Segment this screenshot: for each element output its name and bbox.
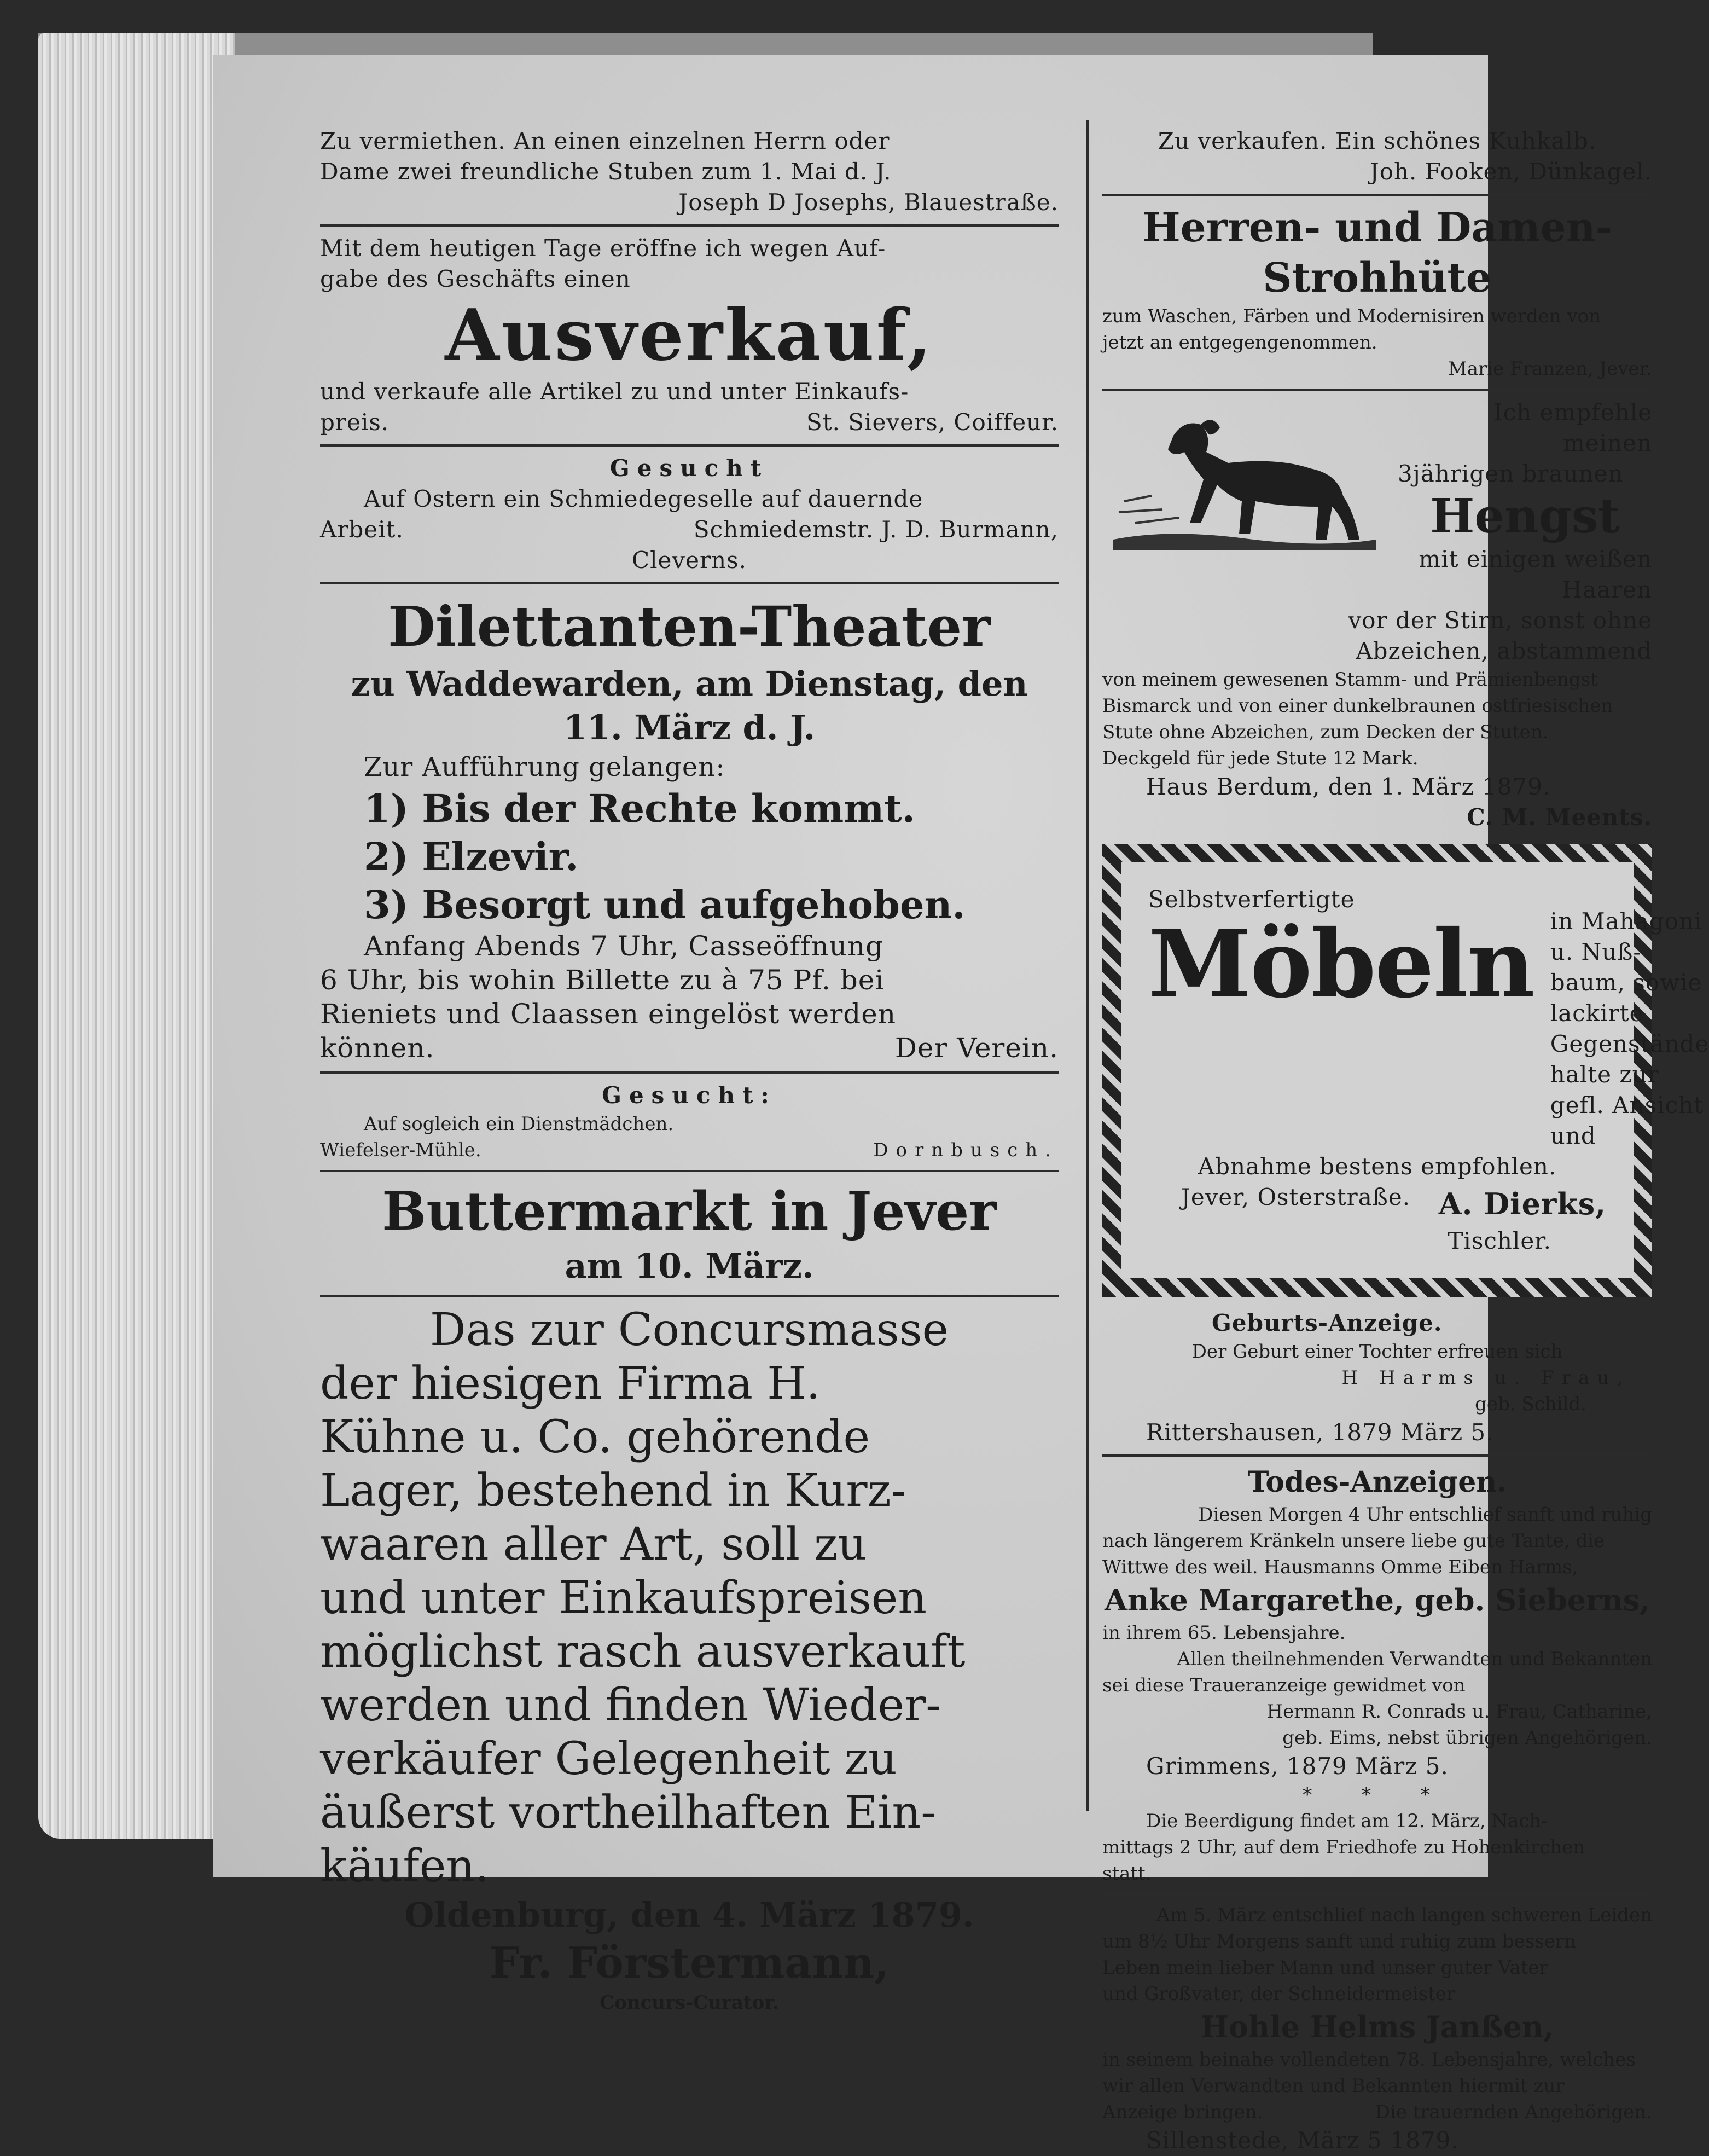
ad-line: zu Waddewarden, am Dienstag, den [351, 664, 1028, 704]
ad-headline: Möbeln [1148, 909, 1534, 1019]
rule [320, 1295, 1059, 1297]
ad-concurs [320, 1303, 1059, 2016]
ad-line: waaren aller Art, soll zu [320, 1519, 867, 1570]
ad-title: Todes-Anzeigen. [1247, 1465, 1507, 1499]
ad-line: werden und finden Wieder- [320, 1679, 941, 1731]
ad-line: Leben mein lieber Mann und unser guter Vater [1102, 1957, 1548, 1979]
ad-line: Mit dem heutigen Tage eröffne ich wegen Auf- [320, 235, 886, 262]
ad-line: in ihrem 65. Lebensjahre. [1102, 1622, 1346, 1644]
program-item: 1) Bis der Rechte kommt. [364, 786, 915, 831]
ad-line: geb. Schild. [1475, 1393, 1586, 1415]
rule [320, 1170, 1059, 1172]
ad-line: statt. [1102, 1863, 1152, 1885]
ad-kuhkalb [1102, 126, 1652, 187]
ad-line: Stute ohne Abzeichen, zum Decken der Stuten. [1102, 721, 1549, 743]
ad-line: Abnahme bestens empfohlen. [1198, 1153, 1557, 1180]
rule [320, 582, 1059, 584]
rule [1102, 1893, 1652, 1896]
ad-geburt [1102, 1308, 1652, 1448]
ad-buttermarkt [320, 1179, 1059, 1288]
moebel-top [1148, 884, 1709, 1151]
ad-role: Concurs-Curator. [600, 1992, 779, 2014]
ad-line: in Mahagoni u. Nuß- [1550, 908, 1702, 965]
rule [320, 224, 1059, 227]
ad-line: mittags 2 Uhr, auf dem Friedhofe zu Hohenkirchen [1102, 1836, 1585, 1858]
rule [320, 1071, 1059, 1074]
ad-line: und unter Einkaufspreisen [320, 1572, 927, 1624]
ad-line: 3jährigen braunen [1398, 460, 1624, 487]
ad-line: Sillenstede, März 5 1879. [1146, 2127, 1459, 2154]
rule [1102, 389, 1652, 391]
moebel-left [1148, 884, 1534, 1151]
newspaper-page [213, 55, 1709, 2154]
ad-line: käufen. [320, 1840, 490, 1892]
ad-text: können. [320, 1032, 435, 1064]
ad-line: von meinem gewesenen Stamm- und Prämienbengst [1102, 669, 1598, 691]
ad-headline: Dilettanten-Theater [388, 594, 991, 659]
ad-signature: Joseph D Josephs, Blauestraße. [678, 189, 1059, 216]
ad-line: Hermann R. Conrads u. Frau, Catharine, [1266, 1701, 1652, 1723]
ad-line: gefl. Ansicht und [1550, 1092, 1704, 1149]
column-divider [1086, 120, 1089, 1811]
ad-line: Rieniets und Claassen eingelöst werden [320, 998, 897, 1030]
ad-name: Anke Margarethe, geb. Sieberns, [1104, 1583, 1650, 1618]
ad-line: gabe des Geschäfts einen [320, 265, 631, 292]
ad-line: 11. März d. J. [563, 708, 816, 747]
ad-line: Bismarck und von einer dunkelbraunen ostfriesischen [1102, 695, 1613, 717]
ad-text: Jever, Osterstraße. [1181, 1184, 1411, 1210]
ad-subheadline: am 10. März. [565, 1246, 814, 1286]
ad-signature: St. Sievers, Coiffeur. [806, 409, 1059, 436]
ad-line: Diesen Morgen 4 Uhr entschlief sanft und ruhig [1198, 1504, 1652, 1526]
ad-moebel-framed [1102, 844, 1709, 1297]
ad-line: Haus Berdum, den 1. März 1879. [1146, 773, 1551, 800]
ad-line: vor der Stirn, sonst ohne [1348, 607, 1652, 634]
ad-line: Allen theilnehmenden Verwandten und Bekannten [1177, 1648, 1652, 1670]
ad-janssen [1102, 1902, 1652, 2156]
ad-line: Grimmens, 1879 März 5. [1146, 1753, 1449, 1780]
ad-line [320, 514, 1059, 545]
rule [1102, 194, 1652, 196]
ad-signature: Fr. Förstermann, [489, 1938, 890, 1988]
horse-illustration [1102, 403, 1387, 561]
ad-role: Tischler. [1448, 1227, 1551, 1254]
ad-line: Kühne u. Co. gehörende [320, 1411, 870, 1463]
program-item: 2) Elzevir. [364, 834, 579, 879]
ad-line: Zur Aufführung gelangen: [364, 752, 725, 783]
ad-line: äußerst vortheilhaften Ein- [320, 1787, 936, 1839]
ad-line: nach längerem Kränkeln unsere liebe gute Tante, die [1102, 1530, 1605, 1552]
ad-line [320, 407, 1059, 438]
ad-signature: Dornbusch. [873, 1139, 1059, 1161]
ad-headline: Buttermarkt in Jever [382, 1180, 997, 1242]
ad-line [320, 1137, 1059, 1163]
ad-line: Dame zwei freundliche Stuben zum 1. Mai d. J. [320, 158, 892, 185]
ad-line: Gegenstände halte zur [1550, 1030, 1709, 1088]
ad-line: baum, sowie lackirte [1550, 969, 1702, 1027]
ad-line: Lager, bestehend in Kurz- [320, 1465, 906, 1517]
ad-text: Arbeit. [320, 516, 404, 543]
ad-line: Auf sogleich ein Dienstmädchen. [364, 1113, 674, 1135]
ad-line: H Harms u. Frau, [1341, 1367, 1630, 1389]
ad-line: in seinem beinahe vollendeten 78. Lebensjahre, welches [1102, 2049, 1636, 2071]
ad-line: Die Beerdigung findet am 12. März, Nach- [1146, 1810, 1548, 1832]
ad-text: preis. [320, 409, 390, 436]
ad-line: wir allen Verwandten und Bekannten hiermit zur [1102, 2075, 1565, 2097]
ad-signature: Schmiedemstr. J. D. Burmann, [693, 516, 1059, 543]
ad-line: sei diese Traueranzeige gewidmet von [1102, 1674, 1466, 1696]
ad-title: Gesucht: [602, 1082, 777, 1109]
ad-line [320, 1031, 1059, 1065]
ad-line: Abzeichen, abstammend [1356, 637, 1652, 664]
ad-line: Selbstverfertigte [1148, 886, 1355, 913]
ad-line: der hiesigen Firma H. [320, 1358, 821, 1410]
ad-text: Die trauernden Angehörigen. [1375, 2101, 1652, 2123]
book-page-edges [38, 33, 235, 1839]
separator-stars: * * * [1303, 1784, 1452, 1806]
left-column [320, 126, 1059, 2016]
ad-line [1102, 2099, 1652, 2125]
ad-line: Anfang Abends 7 Uhr, Casseöffnung [364, 930, 884, 962]
ad-title: Gesucht [609, 455, 769, 482]
ad-line [1148, 1182, 1606, 1226]
ad-line: jetzt an entgegengenommen. [1102, 332, 1377, 353]
ad-line: Das zur Concursmasse [429, 1304, 949, 1356]
ad-ausverkauf [320, 233, 1059, 438]
ad-line: und verkaufe alle Artikel zu und unter Einkaufs- [320, 378, 909, 405]
ad-line: Rittershausen, 1879 März 5. [1146, 1419, 1494, 1446]
ad-headline: Hengst [1430, 489, 1620, 544]
ad-line: Deckgeld für jede Stute 12 Mark. [1102, 747, 1419, 769]
ad-theater [320, 591, 1059, 1065]
rule [1102, 1454, 1652, 1457]
ad-line: Zu vermiethen. An einen einzelnen Herrn oder [320, 127, 890, 154]
ad-signature: Joh. Fooken, Dünkagel. [1369, 158, 1652, 185]
ad-hengst [1102, 397, 1652, 833]
ad-headline: Ausverkauf, [445, 294, 934, 376]
ad-signature: A. Dierks, [1438, 1186, 1606, 1221]
program-item: 3) Besorgt und aufgehoben. [364, 882, 966, 928]
right-column [1102, 126, 1709, 2156]
ad-line: zum Waschen, Färben und Modernisiren werden von [1102, 305, 1601, 327]
ad-line: Zu verkaufen. Ein schönes Kuhkalb. [1158, 127, 1597, 154]
ad-zu-vermiethen [320, 126, 1059, 218]
ad-line: Wittwe des weil. Hausmanns Omme Eiben Harms, [1102, 1556, 1578, 1578]
ad-line: um 8½ Uhr Morgens sanft und ruhig zum bessern [1102, 1931, 1576, 1952]
ad-line: möglichst rasch ausverkauft [320, 1626, 966, 1678]
ad-place-date: Oldenburg, den 4. März 1879. [404, 1895, 974, 1935]
ad-line: und Großvater, der Schneidermeister [1102, 1983, 1456, 2005]
ad-strohhuete [1102, 202, 1652, 382]
ad-headline: Strohhüte [1263, 254, 1492, 302]
ad-todesanzeigen [1102, 1463, 1652, 1887]
ad-gesucht-dienstmaedchen [320, 1080, 1059, 1163]
ad-name: Hohle Helms Janßen, [1200, 2009, 1554, 2044]
rule [320, 444, 1059, 447]
ad-signature: Der Verein. [894, 1032, 1059, 1064]
moebel-right [1550, 884, 1709, 1151]
ad-title: Geburts-Anzeige. [1212, 1309, 1443, 1336]
ad-line: Am 5. März entschlief nach langen schweren Leiden [1156, 1904, 1652, 1926]
ad-text: Anzeige bringen. [1102, 2101, 1263, 2123]
ad-line: Ich empfehle meinen [1493, 399, 1652, 456]
ad-line: geb. Eims, nebst übrigen Angehörigen. [1282, 1727, 1652, 1749]
ad-line: Der Geburt einer Tochter erfreuen sich [1191, 1341, 1563, 1363]
ad-line: mit einigen weißen Haaren [1419, 546, 1652, 603]
ad-gesucht-schmied [320, 453, 1059, 576]
ad-line: Auf Ostern ein Schmiedegeselle auf dauernde [364, 485, 923, 512]
ad-text: Wiefelser-Mühle. [320, 1139, 481, 1161]
ad-line: 6 Uhr, bis wohin Billette zu à 75 Pf. bei [320, 964, 885, 996]
ad-signature: Marie Franzen, Jever. [1448, 358, 1652, 380]
ad-signature: C. M. Meents. [1467, 804, 1652, 831]
ad-line: verkäufer Gelegenheit zu [320, 1733, 897, 1785]
ad-line: Cleverns. [631, 547, 747, 573]
ad-headline: Herren- und Damen- [1142, 204, 1613, 251]
